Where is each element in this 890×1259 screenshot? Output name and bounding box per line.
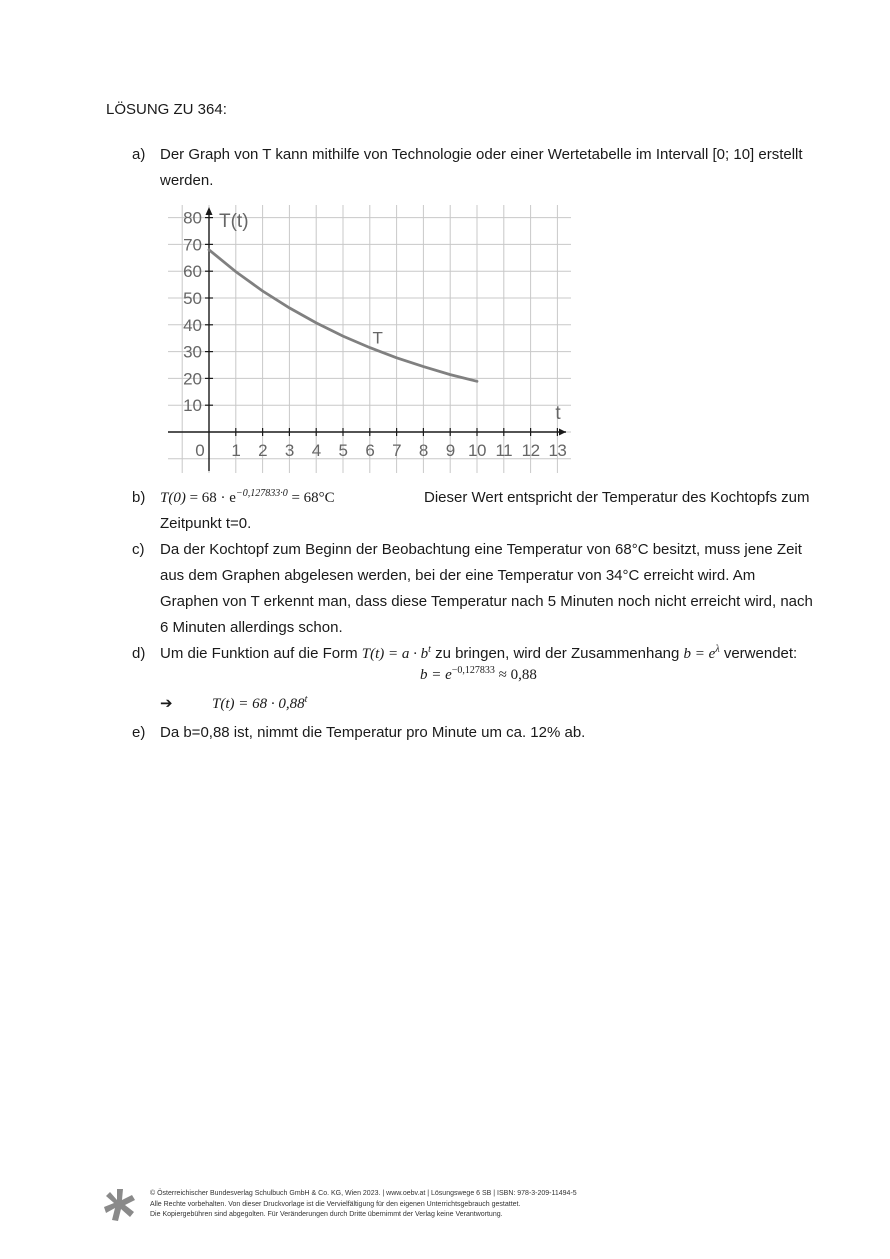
curve-label: T bbox=[372, 328, 383, 348]
part-c-line: 6 Minuten allerdings schon. bbox=[160, 619, 343, 636]
arrow-icon: ➔ bbox=[160, 695, 173, 712]
y-tick-label: 20 bbox=[183, 369, 202, 389]
part-c-letter: c) bbox=[132, 541, 145, 558]
x-tick-label: 9 bbox=[445, 441, 455, 460]
solution-heading: LÖSUNG ZU 364: bbox=[106, 101, 227, 118]
y-axis-label: T(t) bbox=[219, 211, 249, 232]
x-tick-label: 10 bbox=[468, 441, 486, 460]
y-tick-label: 60 bbox=[183, 262, 202, 282]
publisher-logo-icon bbox=[104, 1188, 136, 1222]
part-e-text: Da b=0,88 ist, nimmt die Temperatur pro Minute um ca. 12% ab. bbox=[160, 724, 586, 741]
x-tick-label: 13 bbox=[548, 441, 567, 460]
relation-expression: b = e bbox=[683, 646, 716, 662]
part-e-letter: e) bbox=[132, 724, 146, 741]
result-expression: b = e bbox=[420, 667, 452, 683]
part-b-letter: b) bbox=[132, 489, 146, 506]
form-expression: T(t) = a · b bbox=[361, 646, 429, 662]
part-b-text-right: Dieser Wert entspricht der Temperatur des Kochtopfs zum bbox=[424, 489, 810, 506]
part-d-text2: zu bringen, wird der Zusammenhang bbox=[430, 645, 684, 662]
y-tick-label: 10 bbox=[183, 396, 202, 416]
part-d-text1: Um die Funktion auf die Form bbox=[160, 645, 362, 662]
origin-label: 0 bbox=[195, 441, 205, 460]
part-b bbox=[132, 485, 822, 537]
temperature-chart bbox=[166, 203, 576, 475]
part-c-line: Da der Kochtopf zum Beginn der Beobachtung eine Temperatur von 68°C besitzt, muss jene Zeit bbox=[160, 541, 802, 558]
result-tail: ≈ 0,88 bbox=[494, 667, 537, 683]
y-tick-label: 30 bbox=[183, 342, 202, 362]
x-tick-label: 2 bbox=[258, 441, 268, 460]
part-d-final bbox=[160, 694, 307, 713]
y-tick-label: 50 bbox=[183, 289, 202, 308]
x-tick-label: 4 bbox=[311, 441, 321, 460]
x-tick-label: 11 bbox=[495, 441, 513, 460]
relation-exponent: λ bbox=[715, 644, 720, 655]
part-c bbox=[132, 537, 822, 641]
x-tick-label: 7 bbox=[392, 441, 402, 460]
part-a-line2: werden. bbox=[160, 172, 214, 189]
x-tick-label: 6 bbox=[365, 441, 375, 460]
x-tick-label: 1 bbox=[231, 441, 241, 460]
part-d-form bbox=[362, 646, 431, 662]
result-exponent: −0,127833 bbox=[451, 665, 495, 676]
x-axis-label: t bbox=[555, 403, 561, 424]
part-a-letter: a) bbox=[132, 146, 146, 163]
formula-lhs: T(0) bbox=[160, 490, 186, 506]
part-d bbox=[132, 641, 822, 667]
part-d-result bbox=[420, 667, 537, 684]
formula-exp: −0,127833·0 bbox=[235, 488, 288, 499]
part-a-line1: Der Graph von T kann mithilfe von Technologie oder einer Wertetabelle im Intervall [0; 10] erstellt bbox=[160, 146, 803, 163]
y-tick-label: 70 bbox=[183, 235, 202, 255]
part-b-line2: Zeitpunkt t=0. bbox=[160, 515, 252, 532]
part-c-line: Graphen von T erkennt man, dass diese Temperatur nach 5 Minuten noch nicht erreicht wird, nach bbox=[160, 593, 813, 610]
part-c-line: aus dem Graphen abgelesen werden, bei der eine Temperatur von 34°C erreicht wird. Am bbox=[160, 567, 756, 584]
footer-line2: Alle Rechte vorbehalten. Von dieser Druckvorlage ist die Vervielfältigung für den eigenen Unterrichtsgebrauch gestattet. bbox=[150, 1200, 521, 1208]
x-tick-label: 8 bbox=[418, 441, 428, 460]
y-tick-label: 80 bbox=[183, 208, 202, 228]
y-axis-arrow bbox=[206, 207, 213, 215]
y-tick-label: 40 bbox=[183, 315, 202, 335]
x-tick-label: 12 bbox=[521, 441, 540, 460]
final-exponent: t bbox=[304, 694, 308, 705]
x-tick-label: 3 bbox=[284, 441, 294, 460]
part-d-text3: verwendet: bbox=[719, 645, 798, 662]
part-b-formula bbox=[160, 490, 335, 506]
part-e bbox=[132, 720, 822, 746]
formula-eq: = 68 · e bbox=[185, 490, 236, 506]
part-a bbox=[132, 142, 822, 194]
final-formula bbox=[212, 696, 307, 712]
x-tick-label: 5 bbox=[338, 441, 348, 460]
final-expression: T(t) = 68 · 0,88 bbox=[212, 696, 305, 712]
footer-line1: © Österreichischer Bundesverlag Schulbuch GmbH & Co. KG, Wien 2023. | www.oebv.at | Lösungswege 6 SB | ISBN: 978-3-209-11494-5 bbox=[150, 1190, 577, 1197]
part-d-relation bbox=[684, 646, 720, 662]
x-axis-arrow bbox=[559, 429, 566, 436]
part-d-letter: d) bbox=[132, 645, 146, 662]
footer-line3: Die Kopiergebühren sind abgegolten. Für Veränderungen durch Dritte übernimmt der Verlag keine Verantwortung. bbox=[150, 1211, 503, 1218]
formula-rhs: = 68°C bbox=[287, 490, 335, 506]
footer bbox=[150, 1189, 577, 1221]
form-exponent: t bbox=[428, 644, 431, 655]
